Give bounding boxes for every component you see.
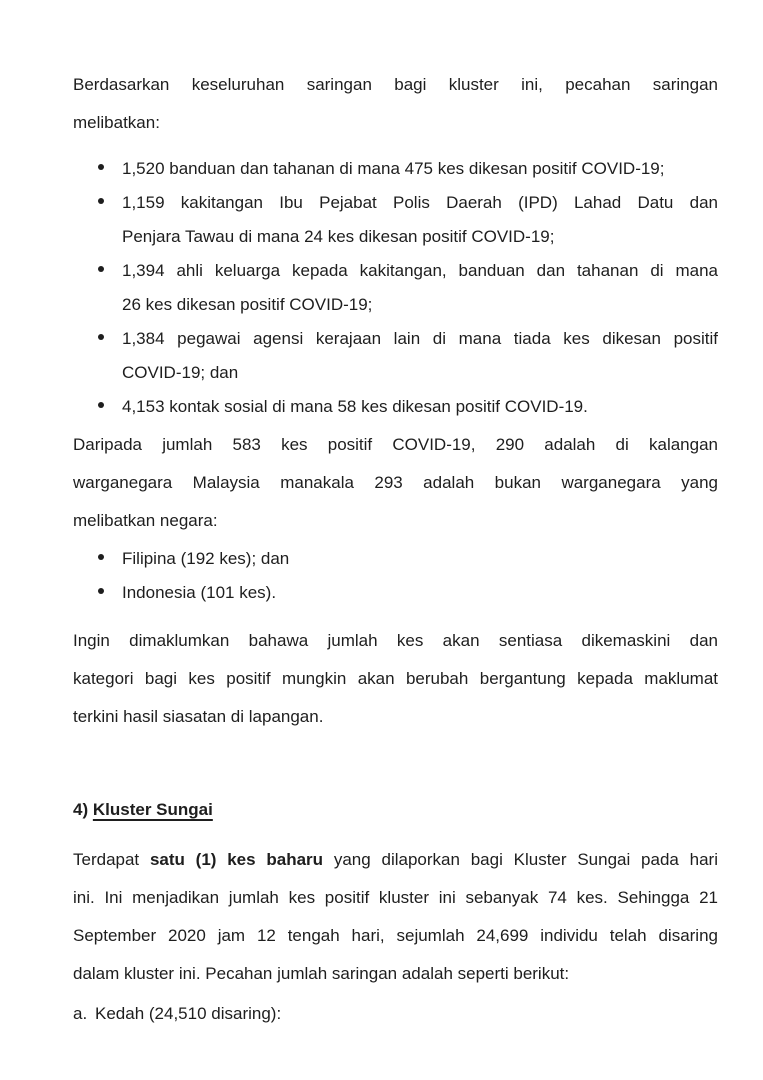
text-line: 1,394 ahli keluarga kepada kakitangan, banduan dan tahanan di mana — [122, 261, 718, 280]
screening-breakdown-list — [73, 152, 718, 424]
list-item — [73, 152, 718, 186]
text-line: melibatkan: — [73, 113, 160, 132]
list-item — [73, 186, 718, 254]
text-line: dalam kluster ini. Pecahan jumlah saringan adalah seperti berikut: — [73, 964, 570, 983]
bold-text: satu (1) kes baharu — [149, 850, 324, 869]
text-line: Penjara Tawau di mana 24 kes dikesan positif COVID-19; — [122, 227, 555, 246]
text-line — [73, 841, 718, 879]
bullet-dot — [98, 402, 104, 408]
text-line: Ingin dimaklumkan bahawa jumlah kes akan sentiasa dikemaskini dan — [73, 631, 718, 650]
text-line: warganegara Malaysia manakala 293 adalah bukan warganegara yang — [73, 473, 718, 492]
bullet-dot — [98, 554, 104, 560]
document-content — [73, 66, 718, 1033]
list-item — [73, 390, 718, 424]
list-item — [73, 322, 718, 390]
text-line: Daripada jumlah 583 kes positif COVID-19, 290 adalah di kalangan — [73, 435, 718, 454]
list-item — [73, 542, 718, 576]
text-line: 26 kes dikesan positif COVID-19; — [122, 295, 373, 314]
paragraph-disclaimer — [73, 622, 718, 736]
paragraph-cluster-summary — [73, 841, 718, 993]
text-line: ini. Ini menjadikan jumlah kes positif kluster ini sebanyak 74 kes. Sehingga 21 — [73, 888, 718, 907]
nationality-list — [73, 542, 718, 610]
text-line: September 2020 jam 12 tengah hari, sejumlah 24,699 individu telah disaring — [73, 926, 718, 945]
text-line: COVID-19; dan — [122, 363, 239, 382]
bullet-dot — [98, 266, 104, 272]
text-line: 4,153 kontak sosial di mana 58 kes dikesan positif COVID-19. — [122, 397, 588, 416]
bullet-dot — [98, 164, 104, 170]
text-line: 1,520 banduan dan tahanan di mana 475 kes dikesan positif COVID-19; — [122, 159, 665, 178]
item-text: Kedah (24,510 disaring): — [95, 1004, 282, 1023]
heading-number: 4) — [73, 800, 89, 819]
list-item — [73, 254, 718, 322]
paragraph-screening-intro — [73, 66, 718, 142]
item-marker: a. — [73, 1004, 88, 1023]
lettered-item-kedah — [73, 995, 718, 1033]
section-heading — [73, 791, 718, 829]
text-line: 1,159 kakitangan Ibu Pejabat Polis Daerah (IPD) Lahad Datu dan — [122, 193, 718, 212]
bullet-dot — [98, 588, 104, 594]
text-segment: Terdapat — [73, 850, 150, 869]
bullet-dot — [98, 198, 104, 204]
paragraph-citizenship — [73, 426, 718, 540]
text-line: melibatkan negara: — [73, 511, 218, 530]
text-line: Berdasarkan keseluruhan saringan bagi kluster ini, pecahan saringan — [73, 75, 718, 94]
bullet-dot — [98, 334, 104, 340]
heading-title: Kluster Sungai — [92, 800, 213, 819]
text-line: Filipina (192 kes); dan — [122, 549, 290, 568]
text-line: terkini hasil siasatan di lapangan. — [73, 707, 324, 726]
text-segment: yang dilaporkan bagi Kluster Sungai pada hari — [323, 850, 718, 869]
text-line: Indonesia (101 kes). — [122, 583, 277, 602]
list-item — [73, 576, 718, 610]
text-line: 1,384 pegawai agensi kerajaan lain di mana tiada kes dikesan positif — [122, 329, 718, 348]
text-line: kategori bagi kes positif mungkin akan berubah bergantung kepada maklumat — [73, 669, 718, 688]
